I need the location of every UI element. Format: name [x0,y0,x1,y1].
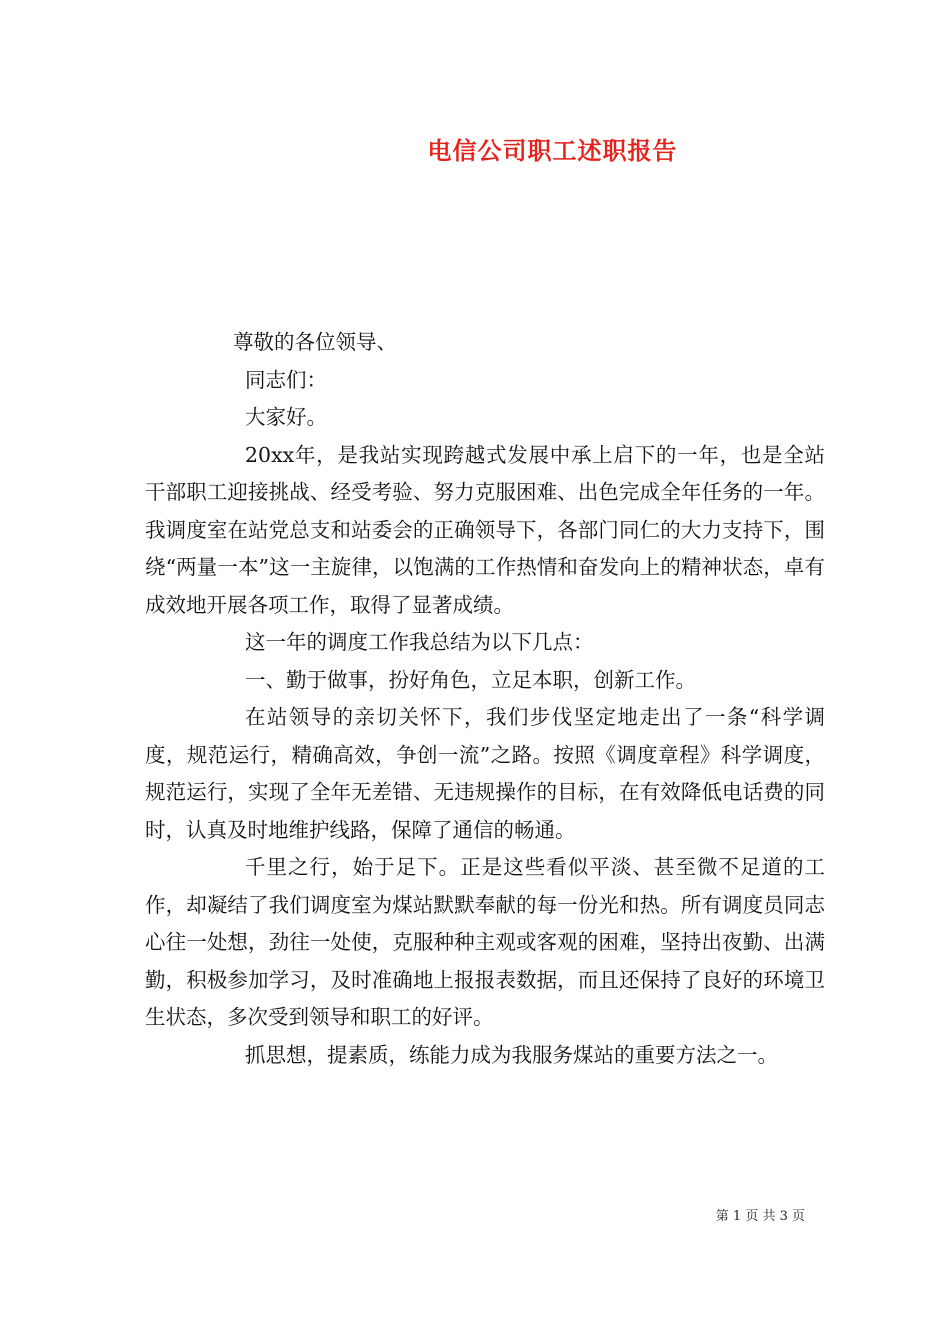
paragraph-dispatch: 在站领导的亲切关怀下，我们步伐坚定地走出了一条“科学调度，规范运行，精确高效，争创一流”之路。按照《调度章程》科学调度，规范运行，实现了全年无差错、无违规操作的目标，在有效降低电话费的同时，认真及时地维护线路，保障了通信的畅通。 [145,705,825,842]
paragraph-dedication: 千里之行，始于足下。正是这些看似平淡、甚至微不足道的工作，却凝结了我们调度室为煤站默默奉献的每一份光和热。所有调度员同志心往一处想，劲往一处使，克服种种主观或客观的困难，坚持出夜勤、出满勤，积极参加学习，及时准确地上报报表数据，而且还保持了良好的环境卫生状态，多次受到领导和职工的好评。 [145,855,825,1029]
page-number-footer: 第 1 页 共 3 页 [715,1209,805,1224]
salutation-line-2: 同志们： [245,367,327,392]
section-heading-1: 一、勤于做事，扮好角色，立足本职，创新工作。 [245,667,696,692]
salutation-line-1: 尊敬的各位领导、 [233,330,397,354]
document-body [145,324,825,1074]
greeting-line: 大家好。 [245,405,327,429]
paragraph-methods: 抓思想，提素质，练能力成为我服务煤站的重要方法之一。 [245,1042,778,1067]
paragraph-summary-lead: 这一年的调度工作我总结为以下几点： [245,630,594,654]
paragraph-intro: 20xx年，是我站实现跨越式发展中承上启下的一年，也是全站干部职工迎接挑战、经受考验、努力克服困难、出色完成全年任务的一年。我调度室在站党总支和站委会的正确领导下，各部门同仁的大力支持下，围绕“两量一本”这一主旋律，以饱满的工作热情和奋发向上的精神状态，卓有成效地开展各项工作，取得了显著成绩。 [145,442,825,617]
document-title: 电信公司职工述职报告 [427,136,678,165]
